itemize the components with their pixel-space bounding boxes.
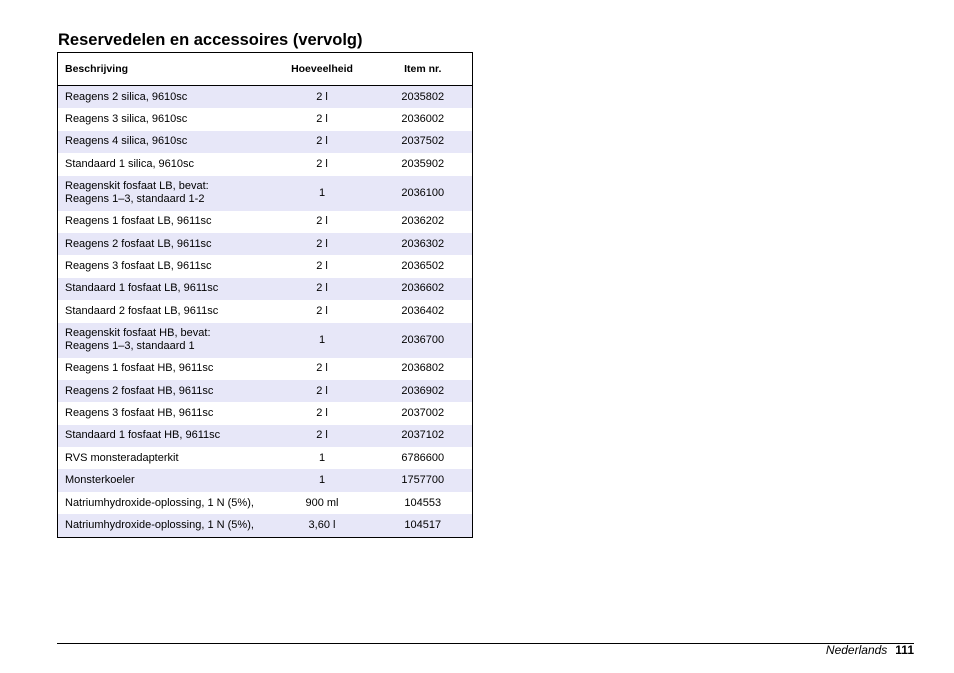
table-row bbox=[58, 447, 473, 469]
cell-item-number: 104553 bbox=[404, 496, 442, 509]
cell-description bbox=[58, 514, 271, 537]
cell-quantity: 2 l bbox=[271, 278, 374, 300]
table-row bbox=[58, 358, 473, 380]
cell-item-number: 2037002 bbox=[401, 406, 445, 419]
cell-quantity: 900 ml bbox=[305, 496, 339, 509]
page-title: Reservedelen en accessoires (vervolg) bbox=[58, 31, 363, 49]
cell-quantity: 2 l bbox=[271, 131, 374, 153]
cell-item-number: 2036202 bbox=[401, 215, 445, 228]
table-header-row bbox=[58, 53, 473, 86]
cell-description bbox=[58, 469, 271, 491]
cell-quantity: 2 l bbox=[316, 406, 328, 419]
table-row bbox=[58, 380, 473, 402]
table-row bbox=[58, 402, 473, 424]
cell-description bbox=[58, 447, 271, 469]
description-line: Reagens 2 fosfaat HB, 9611sc bbox=[65, 384, 214, 397]
cell-item-number: 104517 bbox=[374, 514, 473, 537]
description-line: Reagens 1 fosfaat HB, 9611sc bbox=[65, 362, 214, 375]
cell-description bbox=[58, 153, 271, 175]
cell-item-number: 2036002 bbox=[401, 113, 445, 126]
cell-item-number: 2036802 bbox=[401, 362, 445, 375]
description-line: Reagenskit fosfaat HB, bevat: bbox=[65, 327, 211, 340]
cell-item-number: 1757700 bbox=[374, 469, 473, 491]
table-row bbox=[58, 300, 473, 322]
cell-description bbox=[58, 86, 271, 109]
cell-item-number: 2036100 bbox=[374, 176, 473, 211]
cell-description bbox=[58, 402, 271, 424]
description-line: Standaard 2 fosfaat LB, 9611sc bbox=[65, 304, 219, 317]
header-quantity: Hoeveelheid bbox=[271, 53, 374, 86]
description-line: RVS monsteradapterkit bbox=[65, 451, 179, 464]
cell-description bbox=[58, 211, 271, 233]
description-line: Standaard 1 fosfaat HB, 9611sc bbox=[65, 429, 221, 442]
cell-item-number: 2035902 bbox=[401, 157, 445, 170]
table-row bbox=[58, 514, 473, 537]
table-row bbox=[58, 469, 473, 491]
table-row bbox=[58, 211, 473, 233]
cell-quantity: 1 bbox=[271, 323, 374, 358]
table-row bbox=[58, 233, 473, 255]
table-row bbox=[58, 323, 473, 358]
description-line: Reagenskit fosfaat LB, bevat: bbox=[65, 180, 209, 193]
cell-quantity: 3,60 l bbox=[271, 514, 374, 537]
description-line: Reagens 3 fosfaat HB, 9611sc bbox=[65, 406, 214, 419]
cell-item-number: 2037502 bbox=[374, 131, 473, 153]
parts-table bbox=[57, 52, 473, 538]
description-line: Reagens 3 silica, 9610sc bbox=[65, 113, 188, 126]
description-line: Reagens 1 fosfaat LB, 9611sc bbox=[65, 215, 212, 228]
cell-description bbox=[58, 233, 271, 255]
cell-quantity: 2 l bbox=[316, 157, 328, 170]
cell-quantity: 2 l bbox=[316, 260, 328, 273]
cell-quantity: 2 l bbox=[271, 86, 374, 109]
description-line: Standaard 1 fosfaat LB, 9611sc bbox=[65, 282, 219, 295]
table-row bbox=[58, 108, 473, 130]
cell-quantity: 2 l bbox=[271, 233, 374, 255]
cell-quantity: 2 l bbox=[271, 425, 374, 447]
cell-item-number: 6786600 bbox=[401, 451, 445, 464]
page-footer bbox=[826, 643, 914, 657]
description-line: Reagens 1–3, standaard 1-2 bbox=[65, 193, 205, 206]
table-row bbox=[58, 255, 473, 277]
cell-description bbox=[58, 176, 271, 211]
footer-language: Nederlands bbox=[825, 643, 888, 657]
table-body bbox=[58, 86, 473, 538]
cell-quantity: 1 bbox=[271, 469, 374, 491]
cell-description bbox=[58, 492, 271, 514]
cell-item-number: 2036602 bbox=[374, 278, 473, 300]
table-row bbox=[58, 176, 473, 211]
cell-item-number: 2036902 bbox=[374, 380, 473, 402]
cell-item-number: 2035802 bbox=[374, 86, 473, 109]
description-line: Reagens 3 fosfaat LB, 9611sc bbox=[65, 260, 212, 273]
description-line: Reagens 2 fosfaat LB, 9611sc bbox=[65, 237, 212, 250]
cell-description bbox=[58, 358, 271, 380]
description-line: Reagens 1–3, standaard 1 bbox=[65, 340, 195, 353]
cell-description bbox=[58, 278, 271, 300]
header-item-number: Item nr. bbox=[374, 53, 473, 86]
description-line: Natriumhydroxide-oplossing, 1 N (5%), bbox=[65, 518, 254, 531]
cell-quantity: 1 bbox=[271, 176, 374, 211]
cell-item-number: 2036302 bbox=[374, 233, 473, 255]
cell-description bbox=[58, 323, 271, 358]
table-row bbox=[58, 131, 473, 153]
cell-description bbox=[58, 425, 271, 447]
cell-description bbox=[58, 380, 271, 402]
table-row bbox=[58, 492, 473, 514]
cell-quantity: 2 l bbox=[271, 380, 374, 402]
table-row bbox=[58, 278, 473, 300]
footer-rule bbox=[57, 643, 914, 644]
cell-quantity: 2 l bbox=[316, 113, 328, 126]
description-line: Monsterkoeler bbox=[65, 474, 135, 487]
cell-item-number: 2036700 bbox=[374, 323, 473, 358]
table-row bbox=[58, 86, 473, 109]
header-description: Beschrijving bbox=[58, 53, 271, 86]
description-line: Reagens 4 silica, 9610sc bbox=[65, 135, 188, 148]
page-number: 111 bbox=[895, 643, 914, 657]
description-line: Natriumhydroxide-oplossing, 1 N (5%), bbox=[65, 496, 254, 509]
cell-item-number: 2036402 bbox=[401, 304, 445, 317]
cell-description bbox=[58, 255, 271, 277]
description-line: Standaard 1 silica, 9610sc bbox=[65, 157, 195, 170]
cell-item-number: 2037102 bbox=[374, 425, 473, 447]
cell-description bbox=[58, 300, 271, 322]
cell-description bbox=[58, 108, 271, 130]
cell-quantity: 2 l bbox=[316, 215, 328, 228]
cell-quantity: 2 l bbox=[316, 362, 328, 375]
cell-quantity: 1 bbox=[318, 451, 326, 464]
table-row bbox=[58, 425, 473, 447]
table-row bbox=[58, 153, 473, 175]
cell-description bbox=[58, 131, 271, 153]
cell-quantity: 2 l bbox=[316, 304, 328, 317]
cell-item-number: 2036502 bbox=[401, 260, 445, 273]
description-line: Reagens 2 silica, 9610sc bbox=[65, 90, 188, 103]
